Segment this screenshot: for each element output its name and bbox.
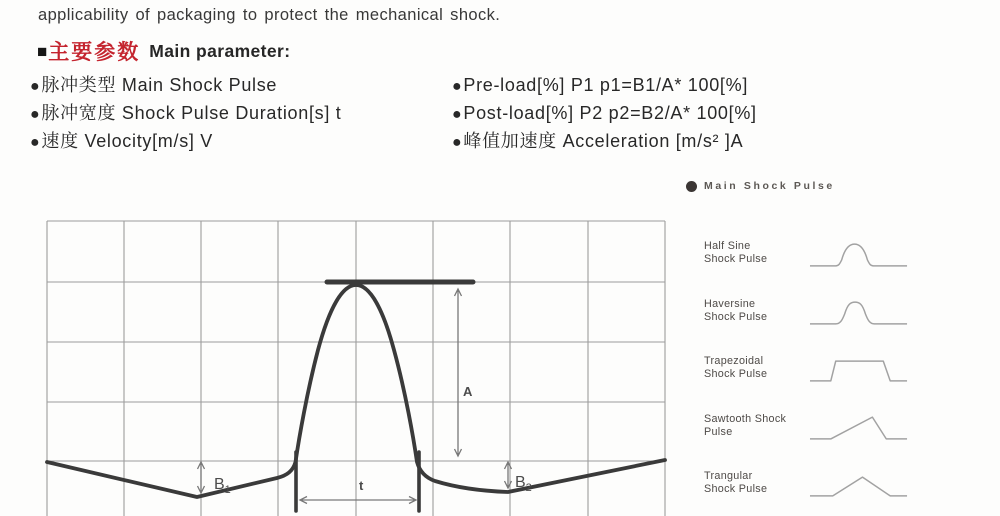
bullet-icon bbox=[686, 181, 697, 192]
legend-item-haversine bbox=[704, 298, 916, 329]
haversine-waveform-icon bbox=[808, 299, 912, 329]
legend-header bbox=[686, 180, 835, 192]
chart-labels bbox=[214, 384, 532, 496]
legend-item-half-sine bbox=[704, 240, 916, 271]
legend-item-label: Sawtooth Shock Pulse bbox=[704, 413, 787, 438]
half-sine-waveform-icon bbox=[808, 241, 912, 271]
bullet-icon: ● bbox=[452, 134, 463, 151]
legend-title: Main Shock Pulse bbox=[704, 180, 835, 192]
dimension-arrow bbox=[300, 497, 416, 504]
legend-item-triangular bbox=[704, 470, 916, 501]
bullet-icon: ● bbox=[452, 78, 463, 95]
legend-item-label: Trapezoidal Shock Pulse bbox=[704, 355, 768, 380]
legend-item-sawtooth bbox=[704, 413, 916, 444]
intro-text: applicability of packaging to protect the mechanical shock. bbox=[38, 6, 501, 24]
chart-label: A bbox=[463, 384, 473, 399]
legend-item-label: Haversine Shock Pulse bbox=[704, 298, 768, 323]
chart-label: $B_1$ bbox=[214, 476, 231, 496]
bullet-icon: ● bbox=[30, 134, 41, 151]
bullet-icon: ● bbox=[452, 106, 463, 123]
param-label: 峰值加速度 Acceleration [m/s² ]A bbox=[463, 131, 744, 151]
legend-item-trapezoidal bbox=[704, 355, 916, 386]
heading-chinese: 主要参数 bbox=[48, 41, 141, 64]
trapezoidal-waveform-icon bbox=[808, 356, 912, 386]
param-label: Post-load[%] P2 p2=B2/A* 100[%] bbox=[463, 103, 757, 123]
triangular-waveform-icon bbox=[808, 471, 912, 501]
sawtooth-waveform-icon bbox=[808, 414, 912, 444]
legend-item-label: Half Sine Shock Pulse bbox=[704, 240, 768, 265]
dimension-arrow bbox=[198, 462, 205, 493]
param-label: 脉冲宽度 Shock Pulse Duration[s] t bbox=[41, 103, 342, 123]
param-label: 脉冲类型 Main Shock Pulse bbox=[41, 75, 278, 95]
param-label: 速度 Velocity[m/s] V bbox=[41, 131, 214, 151]
param-label: Pre-load[%] P1 p1=B1/A* 100[%] bbox=[463, 75, 749, 95]
bullet-icon: ● bbox=[30, 78, 41, 95]
chart-label: $B_2$ bbox=[515, 474, 532, 494]
dimension-arrow bbox=[455, 289, 462, 456]
chart-label: t bbox=[359, 478, 364, 493]
chart-grid bbox=[47, 221, 665, 516]
bullet-icon: ● bbox=[30, 106, 41, 123]
square-bullet-icon: ■ bbox=[37, 41, 48, 61]
heading-english: Main parameter: bbox=[149, 40, 291, 61]
legend-item-label: Trangular Shock Pulse bbox=[704, 470, 768, 495]
